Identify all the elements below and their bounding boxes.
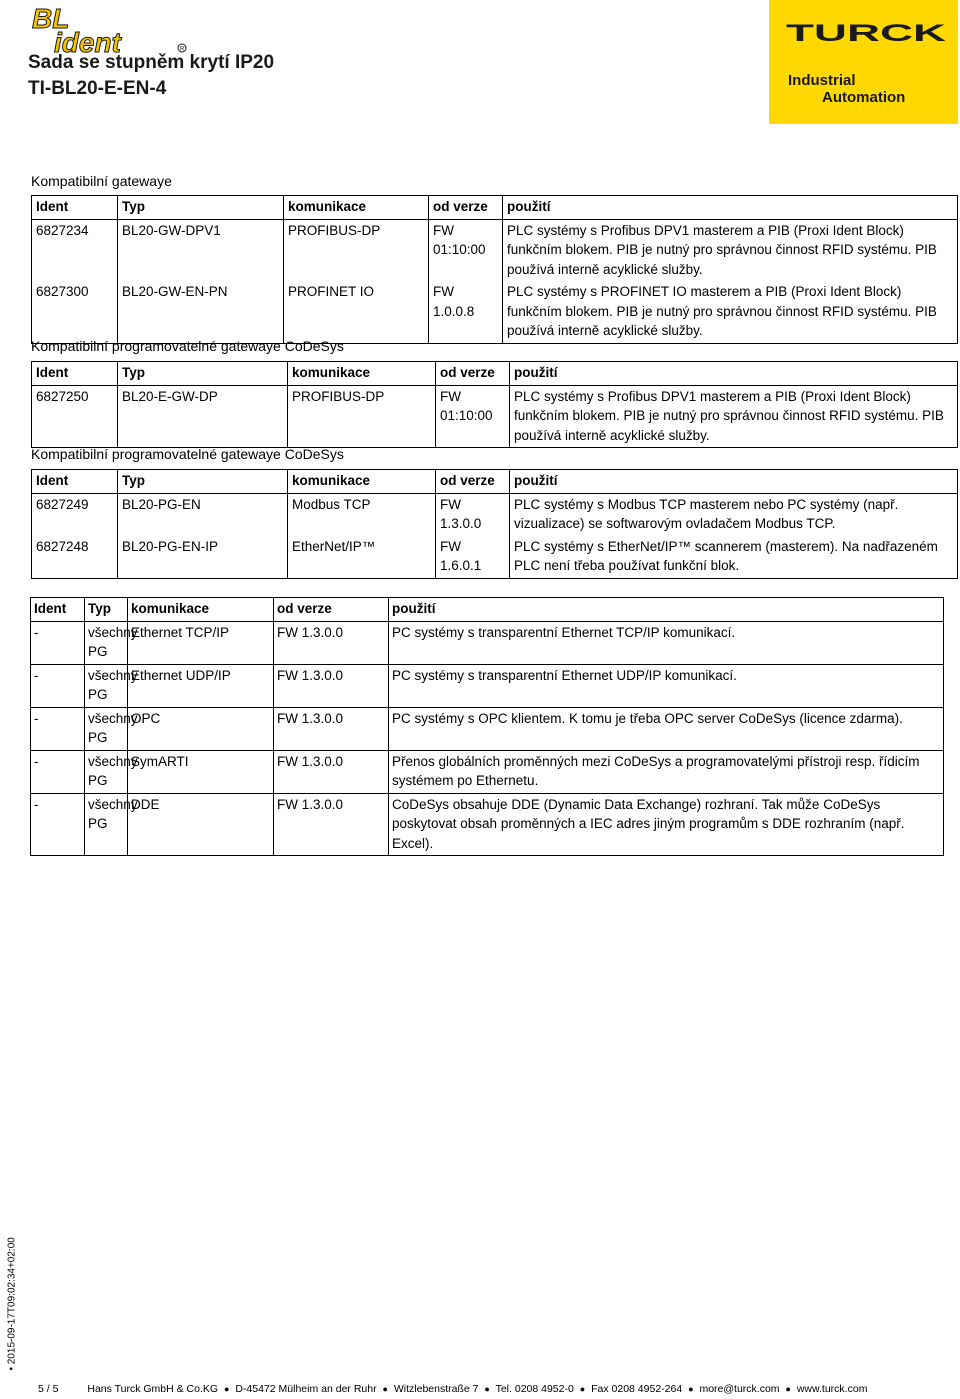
cell-komunikace: EtherNet/IP™	[288, 536, 436, 579]
bullet-icon: ●	[688, 1384, 694, 1394]
table-row	[32, 281, 958, 343]
col-header: použití	[389, 598, 944, 622]
section-heading-codesys-gateways-2: Kompatibilní programovatelné gatewaye CoDeSys	[31, 446, 344, 462]
cell-ident: -	[31, 664, 85, 707]
cell-pouziti: PC systémy s transparentní Ethernet UDP/IP komunikací.	[389, 664, 944, 707]
table-row	[31, 664, 944, 707]
col-header: Typ	[118, 470, 288, 494]
cell-typ: všechny PG	[85, 664, 128, 707]
cell-typ: BL20-PG-EN-IP	[118, 536, 288, 579]
codesys-pg-table	[31, 469, 958, 579]
col-header: komunikace	[284, 196, 429, 220]
footer-address: D-45472 Mülheim an der Ruhr	[235, 1383, 377, 1395]
cell-typ: všechny PG	[85, 621, 128, 664]
page-footer	[38, 1383, 867, 1395]
gateways-table	[31, 195, 958, 344]
col-header: Typ	[118, 362, 288, 386]
col-header: Ident	[32, 362, 118, 386]
bullet-icon: ●	[785, 1384, 791, 1394]
table-header-row	[31, 598, 944, 622]
page-number: 5 / 5	[38, 1383, 59, 1395]
cell-komunikace: PROFIBUS-DP	[288, 385, 436, 448]
cell-pouziti: PLC systémy s Profibus DPV1 masterem a PIB (Proxi Ident Block) funkčním blokem. PIB je nutný pro správnou činnost RFID systému. PIB používá interně acyklické služby.	[510, 385, 958, 448]
cell-komunikace: PROFINET IO	[284, 281, 429, 343]
cell-komunikace: Modbus TCP	[288, 493, 436, 536]
footer-tel: Tel. 0208 4952-0	[495, 1383, 574, 1395]
cell-ident: -	[31, 750, 85, 793]
col-header: komunikace	[288, 362, 436, 386]
cell-typ: BL20-GW-EN-PN	[118, 281, 284, 343]
section-heading-codesys-gateways: Kompatibilní programovatelné gatewaye CoDeSys	[31, 338, 344, 354]
codesys-gateways-table	[31, 361, 958, 448]
cell-typ: BL20-PG-EN	[118, 493, 288, 536]
svg-text:ident: ident	[54, 27, 121, 56]
col-header: Ident	[32, 196, 118, 220]
table-header-row	[32, 470, 958, 494]
table-row	[31, 621, 944, 664]
bullet-icon: ●	[484, 1384, 490, 1394]
cell-komunikace: OPC	[128, 707, 274, 750]
table-row	[32, 493, 958, 536]
col-header: použití	[510, 362, 958, 386]
turck-wordmark	[781, 20, 951, 44]
cell-ident: -	[31, 793, 85, 856]
cell-komunikace: SymARTI	[128, 750, 274, 793]
col-header: Typ	[85, 598, 128, 622]
footer-website[interactable]: www.turck.com	[796, 1383, 868, 1395]
brand-tagline-line2: Automation	[822, 89, 906, 106]
cell-typ: všechny PG	[85, 750, 128, 793]
col-header: Typ	[118, 196, 284, 220]
footer-street: Witzlebenstraße 7	[393, 1383, 479, 1395]
document-title: Sada se stupněm krytí IP20	[28, 52, 275, 73]
cell-verze: FW 1.3.0.0	[436, 493, 510, 536]
table-header-row	[32, 196, 958, 220]
svg-text:BL: BL	[32, 4, 70, 34]
cell-pouziti: PLC systémy s PROFINET IO masterem a PIB (Proxi Ident Block) funkčním blokem. PIB je nutný pro správnou činnost RFID systému. PIB používá interně acyklické služby.	[503, 281, 958, 343]
col-header: komunikace	[288, 470, 436, 494]
brand-tagline-line1: Industrial	[788, 72, 856, 89]
table-header-row	[32, 362, 958, 386]
table-row	[31, 707, 944, 750]
cell-pouziti: PLC systémy s Profibus DPV1 masterem a PIB (Proxi Ident Block) funkčním blokem. PIB je nutný pro správnou činnost RFID systému. PIB používá interně acyklické služby.	[503, 219, 958, 281]
table-row	[32, 219, 958, 281]
cell-verze: FW 01:10:00	[436, 385, 510, 448]
cell-ident: 6827248	[32, 536, 118, 579]
bullet-icon: ●	[223, 1384, 230, 1394]
cell-komunikace: DDE	[128, 793, 274, 856]
print-timestamp: • 2015-09-17T09:02:34+02:00	[6, 1237, 18, 1371]
table-row	[32, 385, 958, 448]
cell-ident: 6827300	[32, 281, 118, 343]
section-heading-gateways: Kompatibilní gatewaye	[31, 173, 172, 189]
cell-verze: FW 1.0.0.8	[429, 281, 503, 343]
bl-ident-logo	[30, 4, 190, 56]
footer-email[interactable]: more@turck.com	[699, 1383, 780, 1395]
cell-pouziti: PLC systémy s EtherNet/IP™ scannerem (masterem). Na nadřazeném PLC není třeba používat funkční blok.	[510, 536, 958, 579]
table-row	[31, 793, 944, 856]
cell-pouziti: PC systémy s transparentní Ethernet TCP/IP komunikací.	[389, 621, 944, 664]
cell-verze: FW 1.3.0.0	[274, 707, 389, 750]
cell-pouziti: CoDeSys obsahuje DDE (Dynamic Data Exchange) rozhraní. Tak může CoDeSys poskytovat obsah proměnných a IEC adres jiným programům s DDE rozhraním (např. Excel).	[389, 793, 944, 856]
cell-komunikace: Ethernet UDP/IP	[128, 664, 274, 707]
document-code: TI-BL20-E-EN-4	[28, 78, 167, 99]
cell-ident: 6827234	[32, 219, 118, 281]
cell-ident: 6827250	[32, 385, 118, 448]
cell-verze: FW 1.3.0.0	[274, 621, 389, 664]
col-header: komunikace	[128, 598, 274, 622]
footer-company: Hans Turck GmbH & Co.KG	[87, 1383, 219, 1395]
cell-verze: FW 01:10:00	[429, 219, 503, 281]
cell-typ: BL20-E-GW-DP	[118, 385, 288, 448]
cell-verze: FW 1.3.0.0	[274, 750, 389, 793]
cell-verze: FW 1.3.0.0	[274, 664, 389, 707]
cell-ident: -	[31, 621, 85, 664]
cell-pouziti: Přenos globálních proměnných mezi CoDeSys a programovatelými přístroji resp. řídicím systémem po Ethernetu.	[389, 750, 944, 793]
cell-pouziti: PC systémy s OPC klientem. K tomu je třeba OPC server CoDeSys (licence zdarma).	[389, 707, 944, 750]
col-header: použití	[510, 470, 958, 494]
cell-typ: BL20-GW-DPV1	[118, 219, 284, 281]
col-header: od verze	[429, 196, 503, 220]
cell-ident: -	[31, 707, 85, 750]
col-header: od verze	[274, 598, 389, 622]
cell-pouziti: PLC systémy s Modbus TCP masterem nebo PC systémy (např. vizualizace) se softwarovým ovladačem Modbus TCP.	[510, 493, 958, 536]
cell-typ: všechny PG	[85, 707, 128, 750]
bullet-icon: ●	[382, 1384, 388, 1394]
col-header: od verze	[436, 470, 510, 494]
cell-verze: FW 1.6.0.1	[436, 536, 510, 579]
cell-komunikace: Ethernet TCP/IP	[128, 621, 274, 664]
cell-ident: 6827249	[32, 493, 118, 536]
svg-text:R: R	[180, 46, 185, 53]
col-header: od verze	[436, 362, 510, 386]
cell-komunikace: PROFIBUS-DP	[284, 219, 429, 281]
table-row	[32, 536, 958, 579]
col-header: Ident	[32, 470, 118, 494]
pc-communication-table	[30, 597, 944, 856]
footer-fax: Fax 0208 4952-264	[591, 1383, 683, 1395]
turck-brand-text: TURCK	[786, 20, 948, 44]
turck-logo	[769, 0, 958, 124]
col-header: Ident	[31, 598, 85, 622]
table-row	[31, 750, 944, 793]
col-header: použití	[503, 196, 958, 220]
bullet-icon: ●	[579, 1384, 586, 1394]
cell-typ: všechny PG	[85, 793, 128, 856]
cell-verze: FW 1.3.0.0	[274, 793, 389, 856]
